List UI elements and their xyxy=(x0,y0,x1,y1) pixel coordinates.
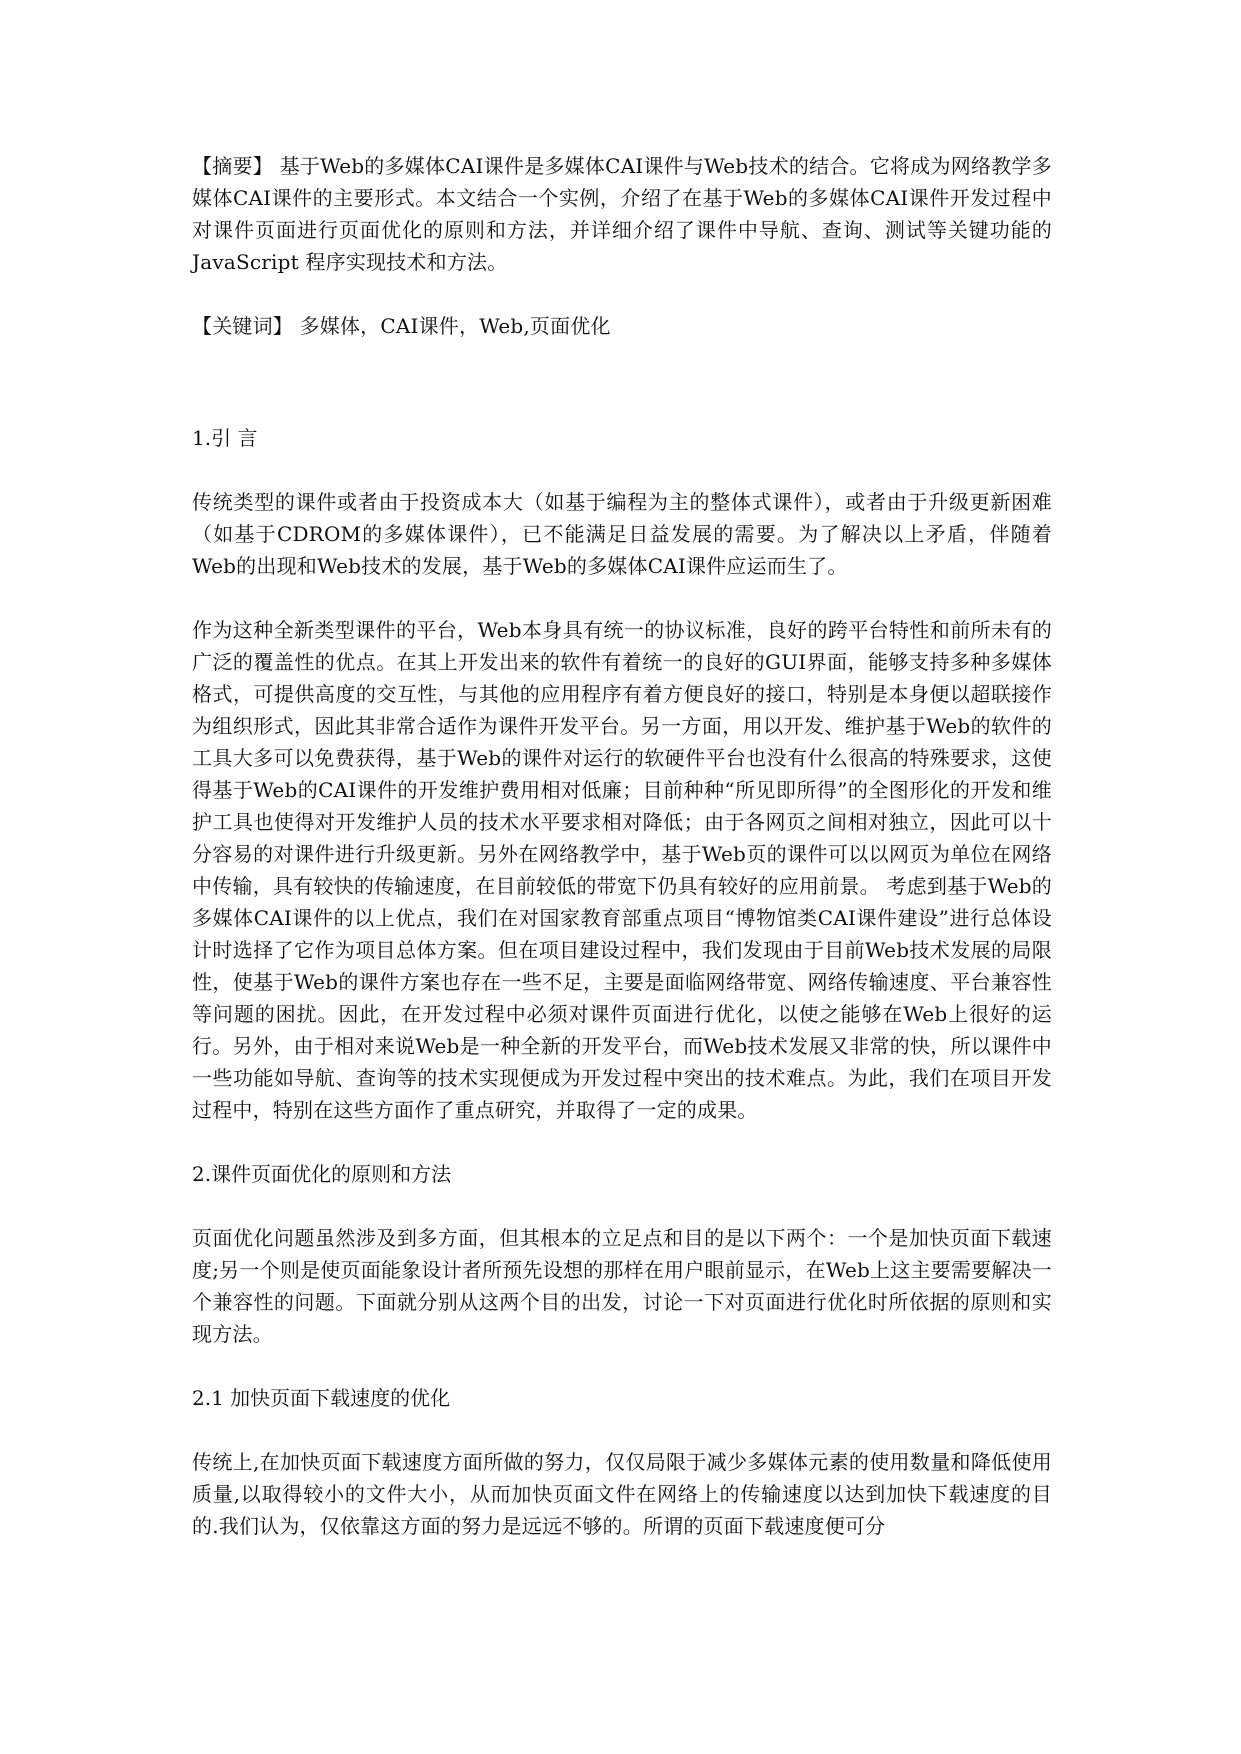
body-paragraph: 传统类型的课件或者由于投资成本大（如基于编程为主的整体式课件），或者由于升级更新困难（如基于CDROM的多媒体课件），已不能满足日益发展的需要。为了解决以上矛盾，伴随着Web的出现和Web技术的发展，基于Web的多媒体CAI课件应运而生了。 xyxy=(192,490,1052,578)
section-heading-optimization: 2.课件页面优化的原则和方法 xyxy=(192,1162,452,1186)
subsection-heading-download-speed: 2.1 加快页面下载速度的优化 xyxy=(192,1386,451,1410)
document-page xyxy=(192,150,1052,1542)
spacer xyxy=(192,1414,1052,1446)
spacer xyxy=(192,454,1052,486)
section-heading-introduction: 1.引 言 xyxy=(192,426,258,450)
abstract-paragraph: 【摘要】 基于Web的多媒体CAI课件是多媒体CAI课件与Web技术的结合。它将成为网络教学多媒体CAI课件的主要形式。本文结合一个实例，介绍了在基于Web的多媒体CAI课件开发过程中对课件页面进行页面优化的原则和方法，并详细介绍了课件中导航、查询、测试等关键功能的JavaScript 程序实现技术和方法。 xyxy=(192,154,1052,274)
spacer xyxy=(192,278,1052,310)
spacer xyxy=(192,1350,1052,1382)
keywords-paragraph: 【关键词】 多媒体，CAI课件，Web,页面优化 xyxy=(192,314,611,338)
body-paragraph: 作为这种全新类型课件的平台，Web本身具有统一的协议标准，良好的跨平台特性和前所未有的广泛的覆盖性的优点。在其上开发出来的软件有着统一的良好的GUI界面，能够支持多种多媒体格式，可提供高度的交互性，与其他的应用程序有着方便良好的接口，特别是本身便以超联接作为组织形式，因此其非常合适作为课件开发平台。另一方面，用以开发、维护基于Web的软件的工具大多可以免费获得，基于Web的课件对运行的软硬件平台也没有什么很高的特殊要求，这使得基于Web的CAI课件的开发维护费用相对低廉；目前种种“所见即所得”的全图形化的开发和维护工具也使得对开发维护人员的技术水平要求相对降低；由于各网页之间相对独立，因此可以十分容易的对课件进行升级更新。另外在网络教学中，基于Web页的课件可以以网页为单位在网络中传输，具有较快的传输速度，在目前较低的带宽下仍具有较好的应用前景。 考虑到基于Web的多媒体CAI课件的以上优点，我们在对国家教育部重点项目“博物馆类CAI课件建设”进行总体设计时选择了它作为项目总体方案。但在项目建设过程中，我们发现由于目前Web技术发展的局限性，使基于Web的课件方案也存在一些不足，主要是面临网络带宽、网络传输速度、平台兼容性等问题的困扰。因此，在开发过程中必须对课件页面进行优化，以使之能够在Web上很好的运行。另外，由于相对来说Web是一种全新的开发平台，而Web技术发展又非常的快，所以课件中一些功能如导航、查询等的技术实现便成为开发过程中突出的技术难点。为此，我们在项目开发过程中，特别在这些方面作了重点研究，并取得了一定的成果。 xyxy=(192,618,1052,1122)
spacer xyxy=(192,582,1052,614)
body-paragraph: 页面优化问题虽然涉及到多方面，但其根本的立足点和目的是以下两个：一个是加快页面下载速度;另一个则是使页面能象设计者所预先设想的那样在用户眼前显示，在Web上这主要需要解决一个兼容性的问题。下面就分别从这两个目的出发，讨论一下对页面进行优化时所依据的原则和实现方法。 xyxy=(192,1226,1052,1346)
spacer xyxy=(192,1126,1052,1158)
spacer xyxy=(192,1190,1052,1222)
spacer xyxy=(192,342,1052,422)
body-paragraph: 传统上,在加快页面下载速度方面所做的努力，仅仅局限于减少多媒体元素的使用数量和降低使用质量,以取得较小的文件大小，从而加快页面文件在网络上的传输速度以达到加快下载速度的目的.我们认为，仅依靠这方面的努力是远远不够的。所谓的页面下载速度便可分 xyxy=(192,1450,1052,1538)
